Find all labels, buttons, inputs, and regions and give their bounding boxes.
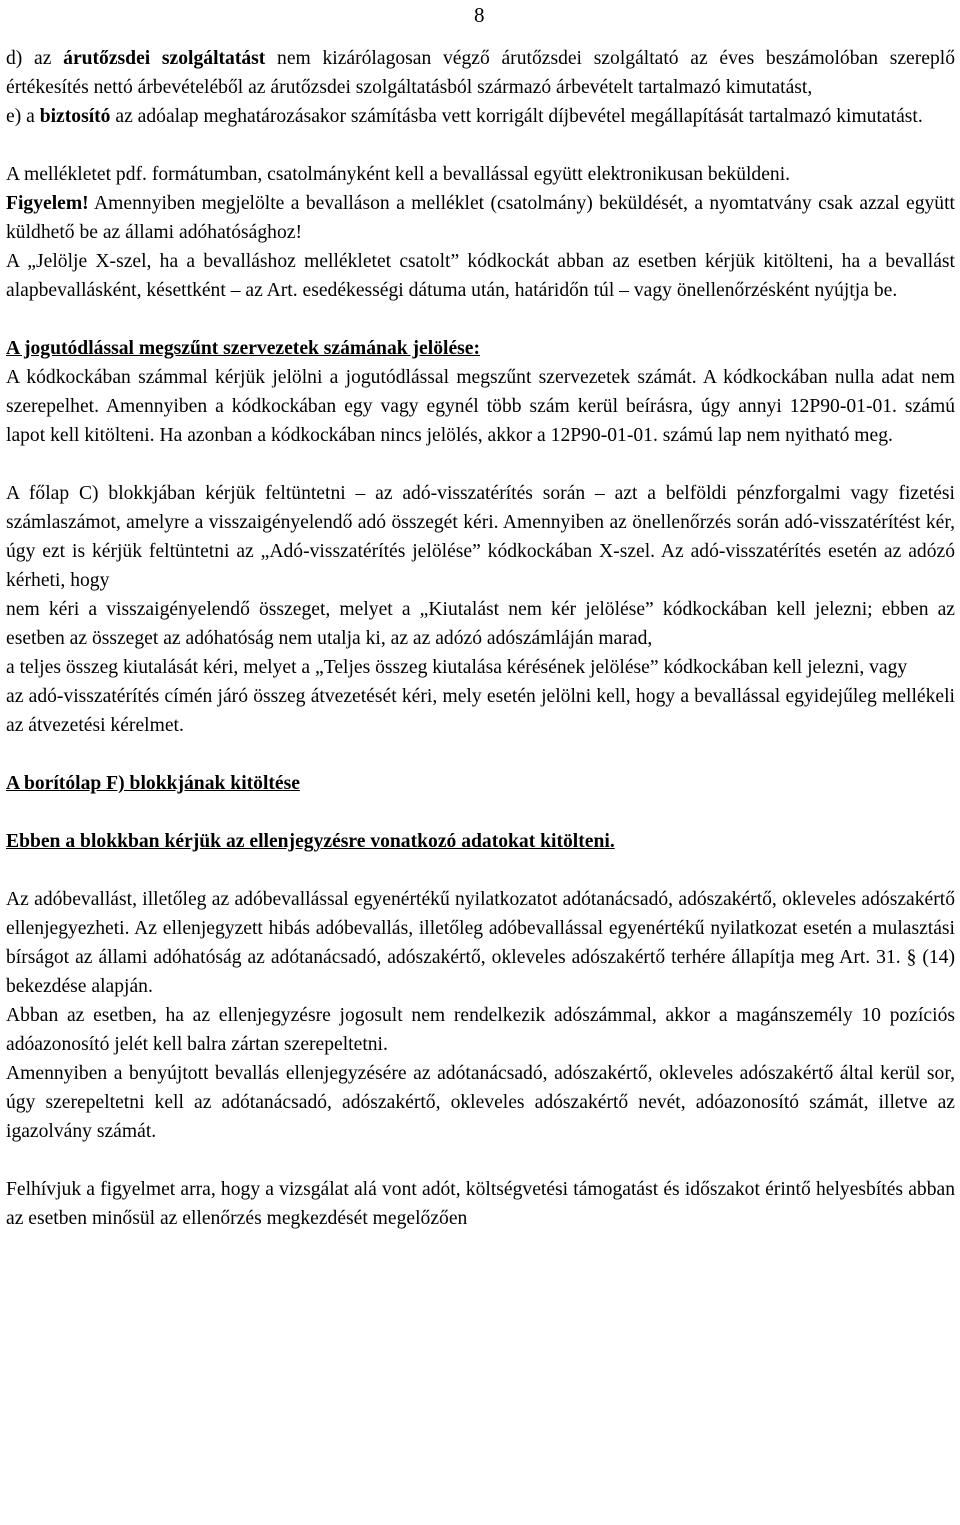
item-e-text: az adóalap meghatározásakor számításba vett korrigált díjbevétel megállapítását tartalmazó kimutatást. xyxy=(110,106,923,127)
item-d-prefix: d) az xyxy=(6,48,64,69)
warning-paragraph xyxy=(6,189,955,247)
refund-option-transfer: az adó-visszatérítés címén járó összeg átvezetését kéri, mely esetén jelölni kell, hogy a bevallással egyidejűleg mellékeli az átvezetési kérelmet. xyxy=(6,686,955,736)
warning-label: Figyelem! xyxy=(6,193,89,214)
block-f-subheading: Ebben a blokkban kérjük az ellenjegyzésre vonatkozó adatokat kitölteni. xyxy=(6,831,615,852)
paragraph-item-e xyxy=(6,102,955,131)
item-d-bold-term: árutőzsdei szolgáltatást xyxy=(63,48,266,69)
refund-intro-paragraph: A főlap C) blokkjában kérjük feltüntetni ‒ az adó-visszatérítés során ‒ azt a belföldi pénzforgalmi vagy fizetési számlaszámot, amelyre a visszaigényelendő adó összegét kéri. Amennyiben az önellenőrzés során adó-visszatérítést kér, úgy ezt is kérjük feltüntetni az „Adó-visszatérítés jelölése” kódkockában X-szel. Az adó-visszatérítés esetén az adózó kérheti, hogy xyxy=(6,483,955,591)
countersign-paragraph-3: Amennyiben a benyújtott bevallás ellenjegyzésére az adótanácsadó, adószakértő, okleveles adószakértő által kerül sor, úgy szerepeltetni kell az adótanácsadó, adószakértő, okleveles adószakértő nevét, adóazonosító számát, illetve az igazolvány számát. xyxy=(6,1063,955,1142)
item-d-text: nem kizárólagosan végző árutőzsdei szolgáltató az éves beszámolóban szereplő értékesítés nettó árbevételéből az árutőzsdei szolgáltatásból származó árbevételt tartalmazó kimutatást, xyxy=(6,48,955,98)
refund-option-full-payout: a teljes összeg kiutalását kéri, melyet a „Teljes összeg kiutalása kérésének jelölése” kódkockában kell jelezni, vagy xyxy=(6,657,908,678)
succession-heading: A jogutódlással megszűnt szervezetek számának jelölése: xyxy=(6,338,480,359)
page-number: 8 xyxy=(474,3,485,27)
x-box-paragraph: A „Jelölje X-szel, ha a bevalláshoz mellékletet csatolt” kódkockát abban az esetben kérjük kitölteni, ha a bevallást alapbevallásként, késettként ‒ az Art. esedékességi dátuma után, határidőn túl ‒ vagy önellenőrzésként nyújtja be. xyxy=(6,251,955,301)
block-f-heading: A borítólap F) blokkjának kitöltése xyxy=(6,773,300,794)
refund-option-no-payout: nem kéri a visszaigényelendő összeget, melyet a „Kiutalást nem kér jelölése” kódkockában kell jelezni; ebben az esetben az összeget az adóhatóság nem utalja ki, az az adózó adószámláján marad, xyxy=(6,599,955,649)
item-e-prefix: e) a xyxy=(6,106,40,127)
paragraph-item-d xyxy=(6,44,955,102)
attachment-paragraph: A mellékletet pdf. formátumban, csatolmányként kell a bevallással együtt elektronikusan beküldeni. xyxy=(6,164,791,185)
succession-paragraph: A kódkockában számmal kérjük jelölni a jogutódlással megszűnt szervezetek számát. A kódkockában nulla adat nem szerepelhet. Amennyiben a kódkockában egy vagy egynél több szám kerül beírásra, úgy annyi 12P90-01-01. számú lapot kell kitölteni. Ha azonban a kódkockában nincs jelölés, akkor a 12P90-01-01. számú lap nem nyitható meg. xyxy=(6,367,955,446)
document-body xyxy=(6,44,955,1233)
countersign-paragraph-1: Az adóbevallást, illetőleg az adóbevallással egyenértékű nyilatkozatot adótanácsadó, adószakértő, okleveles adószakértő ellenjegyezheti. Az ellenjegyzett hibás adóbevallás, illetőleg adóbevallással egyenértékű nyilatkozat esetén a mulasztási bírságot az állami adóhatóság az adótanácsadó, adószakértő, okleveles adószakértő terhére állapítja meg Art. 31. § (14) bekezdése alapján. xyxy=(6,889,955,997)
warning-text: Amennyiben megjelölte a bevalláson a melléklet (csatolmány) beküldését, a nyomtatvány csak azzal együtt küldhető be az állami adóhatósághoz! xyxy=(6,193,955,243)
item-e-bold-term: biztosító xyxy=(39,106,111,127)
closing-paragraph: Felhívjuk a figyelmet arra, hogy a vizsgálat alá vont adót, költségvetési támogatást és időszakot érintő helyesbítés abban az esetben minősül az ellenőrzés megkezdését megelőzően xyxy=(6,1179,955,1229)
countersign-paragraph-2: Abban az esetben, ha az ellenjegyzésre jogosult nem rendelkezik adószámmal, akkor a magánszemély 10 pozíciós adóazonosító jelét kell balra zártan szerepeltetni. xyxy=(6,1005,955,1055)
